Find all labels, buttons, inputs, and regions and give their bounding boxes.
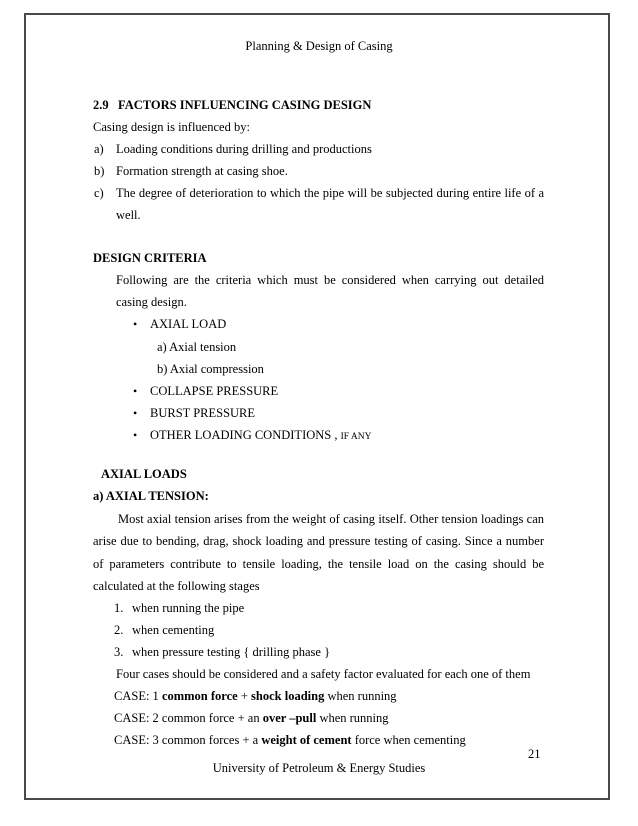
factor-text: Formation strength at casing shoe. (116, 164, 288, 178)
criteria-subitem: b) Axial compression (157, 362, 264, 376)
page-footer: University of Petroleum & Energy Studies (212, 761, 426, 775)
bullet-icon: • (133, 406, 138, 420)
axial-tension-heading: a) AXIAL TENSION: (93, 489, 209, 503)
tension-paragraph-line: calculated at the following stages (93, 579, 260, 593)
tension-paragraph-line: Most axial tension arises from the weight of casing itself. Other tension loadings can (118, 512, 544, 526)
criteria-item-other (150, 427, 372, 445)
design-criteria-heading: DESIGN CRITERIA (93, 251, 207, 265)
case-2: CASE: 2 common force + an over –pull when running (114, 711, 389, 725)
case-1: CASE: 1 common force + shock loading when running (114, 689, 397, 703)
criteria-other-label: OTHER LOADING CONDITIONS , (150, 428, 338, 442)
tension-paragraph-line: arise due to bending, drag, shock loading and pressure testing of casing. Since a number (93, 534, 544, 548)
stage-text: when cementing (132, 623, 215, 637)
criteria-item-axial-load: AXIAL LOAD (150, 317, 227, 331)
factor-marker: b) (94, 164, 105, 178)
criteria-paragraph: Following are the criteria which must be considered when carrying out detailed (116, 273, 544, 287)
page-number: 21 (528, 747, 541, 761)
four-cases-text: Four cases should be considered and a safety factor evaluated for each one of them (116, 667, 531, 681)
factor-marker: c) (94, 186, 104, 200)
section-heading: 2.9 FACTORS INFLUENCING CASING DESIGN (93, 98, 372, 112)
criteria-item-collapse: COLLAPSE PRESSURE (150, 384, 279, 398)
criteria-subitem: a) Axial tension (157, 340, 237, 354)
axial-loads-heading: AXIAL LOADS (101, 467, 187, 481)
bullet-icon: • (133, 428, 138, 442)
stage-number: 1. (114, 601, 124, 615)
factor-marker: a) (94, 142, 104, 156)
stage-number: 3. (114, 645, 124, 659)
criteria-paragraph: casing design. (116, 295, 187, 309)
factor-text: Loading conditions during drilling and productions (116, 142, 372, 156)
criteria-item-burst: BURST PRESSURE (150, 406, 256, 420)
criteria-other-note: IF ANY (340, 432, 372, 442)
intro-text: Casing design is influenced by: (93, 120, 250, 134)
bullet-icon: • (133, 384, 138, 398)
factor-text-continued: well. (116, 208, 141, 222)
stage-text: when running the pipe (132, 601, 245, 615)
factor-text: The degree of deterioration to which the pipe will be subjected during entire life of a (116, 186, 544, 200)
stage-number: 2. (114, 623, 124, 637)
bullet-icon: • (133, 317, 138, 331)
tension-paragraph-line: of parameters contribute to tensile loading, the tensile load on the casing should be (93, 557, 544, 571)
page-header: Planning & Design of Casing (245, 39, 393, 53)
stage-text: when pressure testing { drilling phase } (132, 645, 331, 659)
case-3: CASE: 3 common forces + a weight of cement force when cementing (114, 733, 466, 747)
